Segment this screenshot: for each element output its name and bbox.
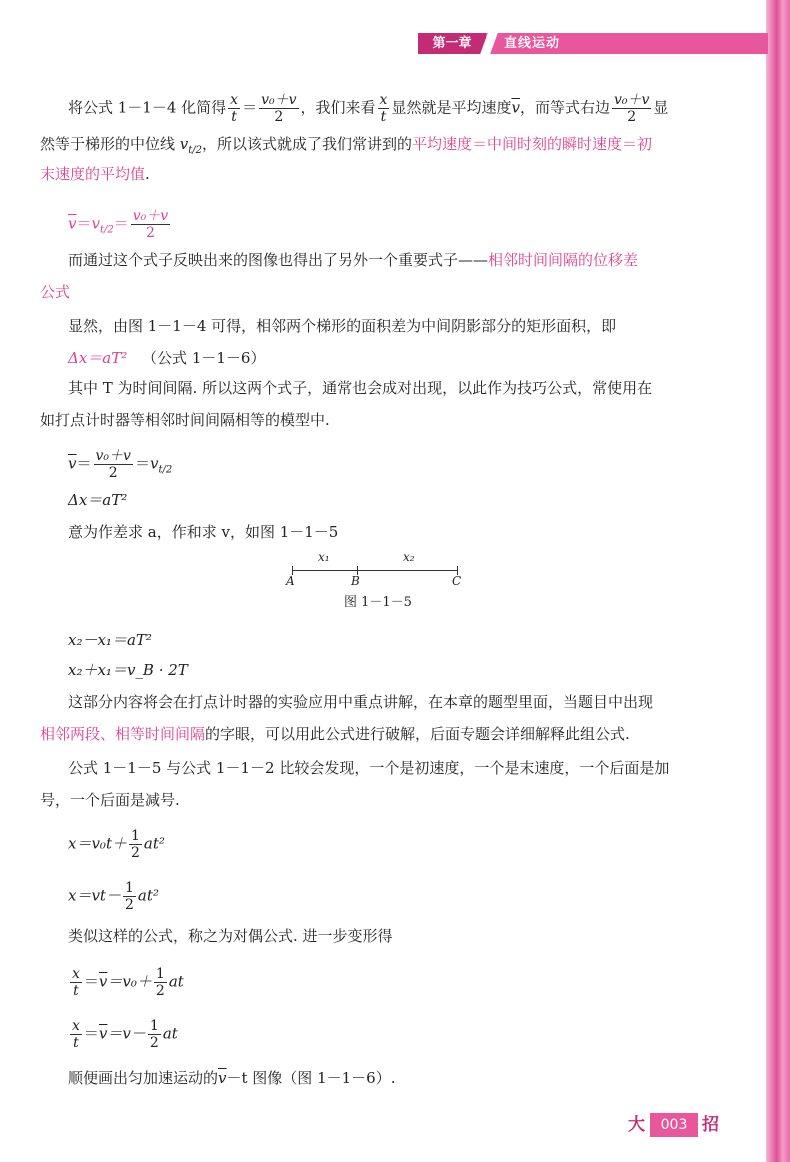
den: 2 xyxy=(146,225,155,241)
num: 1 xyxy=(155,966,165,982)
den: 2 xyxy=(274,109,284,125)
num: v₀＋v xyxy=(261,92,297,108)
text: 将公式 1－1－4 化简得 xyxy=(68,98,227,117)
den: 2 xyxy=(149,1035,159,1051)
num: 1 xyxy=(124,880,134,896)
vbar: $\overline{v}$ xyxy=(218,1069,227,1087)
equation-x-plus xyxy=(68,828,165,861)
num: x xyxy=(230,92,239,108)
footer-right-char: 招 xyxy=(702,1115,719,1135)
highlight: 相邻两段、相等时间间隔 xyxy=(40,725,206,743)
label-a: A xyxy=(286,574,295,588)
tail: at xyxy=(162,1024,178,1043)
para2-line2: 公式 xyxy=(40,283,71,301)
vbar: $\overline{v}$ xyxy=(68,454,77,473)
num: v₀＋v xyxy=(613,92,650,108)
text: 的字眼，可以用此公式进行破解，后面专题会详细解释此组公式. xyxy=(205,725,630,743)
eq: ＝ xyxy=(83,1024,99,1043)
label-x2: x₂ xyxy=(403,550,415,564)
text: ，我们来看 xyxy=(300,98,376,117)
sub: t/2 xyxy=(158,464,173,476)
v: v xyxy=(149,454,159,473)
den: t xyxy=(380,109,387,125)
fraction-x-t xyxy=(228,92,240,125)
vbar: $\overline{v}$ xyxy=(68,214,77,233)
text: 然等于梯形的中位线 xyxy=(40,135,176,153)
den: 2 xyxy=(108,465,118,481)
num: v₀＋v xyxy=(132,208,169,224)
lhs: x＝v₀t＋ xyxy=(68,834,127,853)
para7-line1: 公式 1－1－5 与公式 1－1－2 比较会发现，一个是初速度，一个是末速度，一个后面是加 xyxy=(68,759,670,777)
text: 显然就是平均速度 xyxy=(391,98,512,117)
label: （公式 1－1－6） xyxy=(142,349,266,367)
eq: ＝ xyxy=(76,214,92,233)
para6-line1: 这部分内容将会在打点计时器的实验应用中重点讲解，在本章的题型里面，当题目中出现 xyxy=(68,693,654,711)
half xyxy=(123,880,136,913)
text: 而通过这个式子反映出来的图像也得出了另外一个重要式子—— xyxy=(68,251,489,269)
equation-xt-plus xyxy=(68,966,184,999)
text: 显 xyxy=(653,98,669,117)
half xyxy=(129,828,142,861)
para7-line2: 号，一个后面是减号. xyxy=(40,791,180,809)
equation-x-minus xyxy=(68,880,159,913)
figure-caption: 图 1－1－5 xyxy=(344,595,412,610)
fraction-x-t xyxy=(70,966,82,999)
sub: t/2 xyxy=(99,224,114,236)
fraction-v0v-2 xyxy=(259,92,298,125)
para1-line3 xyxy=(40,164,150,184)
para9 xyxy=(68,1068,395,1088)
fraction xyxy=(131,208,170,241)
text: 顺便画出匀加速运动的 xyxy=(68,1069,219,1087)
equation-vbar-2 xyxy=(68,448,172,481)
rhs: at² xyxy=(137,886,159,905)
v: v xyxy=(91,214,100,233)
den: 2 xyxy=(155,983,165,999)
num: 1 xyxy=(130,828,140,844)
text: －t 图像（图 1－1－6）. xyxy=(226,1069,396,1087)
rest: ＝v－ xyxy=(107,1024,146,1043)
text: ，所以该式就成了我们常讲到的 xyxy=(202,135,413,153)
den: 2 xyxy=(627,109,637,125)
chapter-header xyxy=(418,33,768,54)
num: x xyxy=(72,966,80,982)
vbar: $\overline{v}$ xyxy=(511,98,520,117)
fraction-v0v-2b xyxy=(612,92,651,125)
highlight: 相邻时间间隔的位移差 xyxy=(488,251,639,269)
num: 1 xyxy=(149,1018,159,1034)
fraction-x-t-2 xyxy=(378,92,390,125)
para1-line2 xyxy=(40,134,652,161)
equation-diff: x₂－x₁＝aT² xyxy=(68,631,152,649)
segment-line xyxy=(292,570,458,571)
highlight: 平均速度＝中间时刻的瞬时速度＝初 xyxy=(412,135,653,153)
eq: ＝ xyxy=(113,214,129,233)
para8: 类似这样的公式，称之为对偶公式. 进一步变形得 xyxy=(68,927,393,945)
para4-line2: 如打点计时器等相邻时间间隔相等的模型中. xyxy=(40,411,330,429)
fraction-x-t xyxy=(70,1018,82,1051)
chapter-label: 第一章 xyxy=(418,33,486,54)
chapter-title: 直线运动 xyxy=(504,36,561,51)
equation-dx: Δx＝aT² xyxy=(68,491,128,509)
num: v₀＋v xyxy=(95,448,131,464)
fraction xyxy=(94,448,133,481)
eq: ＝ xyxy=(83,972,99,991)
vbar: $\overline{v}$ xyxy=(98,1024,108,1043)
para3: 显然，由图 1－1－4 可得，相邻两个梯形的面积差为中间阴影部分的矩形面积，即 xyxy=(68,317,617,335)
equation-vbar xyxy=(68,208,172,241)
text: ，而等式右边 xyxy=(519,98,610,117)
den: t xyxy=(73,983,79,999)
text: . xyxy=(145,165,150,183)
den: 2 xyxy=(130,845,140,861)
half xyxy=(154,966,167,999)
vbar: $\overline{v}$ xyxy=(98,972,108,991)
page-number: 003 xyxy=(650,1113,698,1137)
rest: ＝v₀＋ xyxy=(107,972,152,991)
equation-sum: x₂＋x₁＝v_B · 2T xyxy=(68,661,188,679)
page-edge-stripe xyxy=(766,0,790,1162)
label-c: C xyxy=(452,574,462,588)
para2-line1 xyxy=(68,250,638,270)
tail: at xyxy=(168,972,184,991)
equation-xt-minus xyxy=(68,1018,178,1051)
num: x xyxy=(379,92,388,108)
sub: t/2 xyxy=(188,145,203,156)
num: x xyxy=(72,1018,80,1034)
den: t xyxy=(231,109,237,125)
formula: Δx＝aT² xyxy=(68,349,128,367)
para5: 意为作差求 a，作和求 v，如图 1－1－5 xyxy=(68,523,339,541)
den: t xyxy=(73,1035,79,1051)
para1-line1: 将公式 1－1－4 化简得 $\frac{x}{t}$ ＝ $\frac{\text{v₀＋v}}{2}$ ，我们来看 $\frac{x}{t}$ 显然就是平均速度$\overline{v}$，而等式右边 $\frac{\text{v₀＋v}}{2}$ 显 xyxy=(68,92,669,125)
eq: ＝ xyxy=(134,454,150,473)
label-x1: x₁ xyxy=(318,550,330,564)
footer-left-char: 大 xyxy=(628,1115,645,1135)
label-b: B xyxy=(351,574,360,588)
formula-1-1-6 xyxy=(68,348,265,368)
half xyxy=(148,1018,161,1051)
para6-line2 xyxy=(40,724,630,744)
lhs: x＝vt－ xyxy=(68,886,121,905)
highlight: 末速度的平均值 xyxy=(40,165,146,183)
v-mid: v xyxy=(179,135,189,153)
rhs: at² xyxy=(143,834,165,853)
den: 2 xyxy=(124,897,134,913)
para4-line1: 其中 T 为时间间隔. 所以这两个式子，通常也会成对出现，以此作为技巧公式，常使用在 xyxy=(68,379,653,397)
eq: ＝ xyxy=(76,454,92,473)
